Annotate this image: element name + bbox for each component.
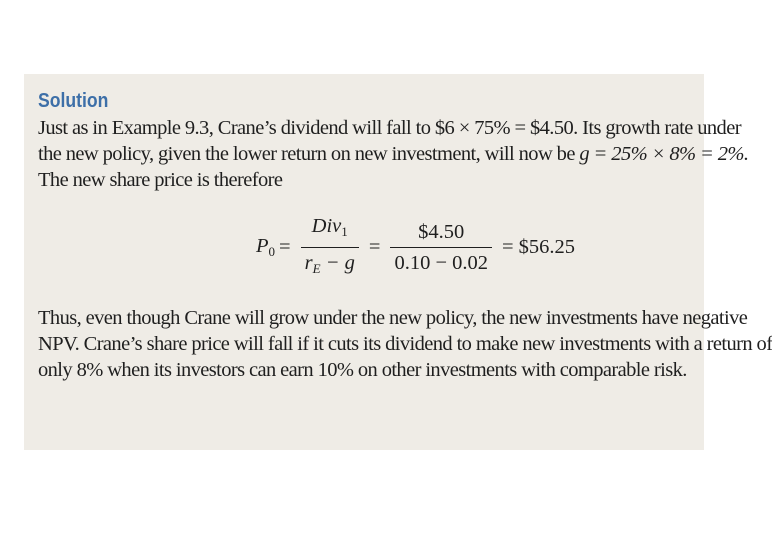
- intro-line-1: Just as in Example 9.3, Crane’s dividend will fall to $6 × 75% = $4.50. Its growth rate under: [38, 117, 741, 139]
- dividend-formula-fraction: [301, 213, 359, 282]
- equation-result: = $56.25: [502, 236, 576, 258]
- solution-panel: [24, 74, 772, 450]
- conclusion-line-2: NPV. Crane’s share price will fall if it cuts its dividend to make new investments with a return of: [38, 333, 772, 355]
- formula-denominator: $r_E - g$: [301, 247, 359, 282]
- conclusion-paragraph: [38, 305, 772, 383]
- growth-expression: g = 25% × 8% = 2%.: [579, 143, 749, 165]
- share-price-equation: [38, 203, 692, 293]
- intro-line-2-text: the new policy, given the lower return on new investment, will now be: [38, 143, 575, 165]
- numeric-numerator: $4.50: [418, 221, 465, 243]
- solution-heading: Solution: [38, 90, 109, 112]
- intro-line-2: [38, 141, 749, 167]
- numeric-denominator: 0.10 − 0.02: [390, 247, 492, 276]
- equation-lhs: $P_0$: [256, 235, 276, 259]
- numeric-fraction: [390, 219, 492, 276]
- formula-numerator: Div$_1$: [311, 215, 348, 239]
- intro-line-3: The new share price is therefore: [38, 169, 283, 191]
- conclusion-line-3: only 8% when its investors can earn 10% on other investments with comparable risk.: [38, 359, 687, 381]
- intro-paragraph: [38, 115, 749, 193]
- conclusion-line-1: Thus, even though Crane will grow under the new policy, the new investments have negative: [38, 307, 748, 329]
- equation-row: $P_0$ = $\frac{Div_1}{r_E - g}$ = $\frac{\$4.50}{0.10 - 0.02}$ = $56.25: [256, 213, 579, 282]
